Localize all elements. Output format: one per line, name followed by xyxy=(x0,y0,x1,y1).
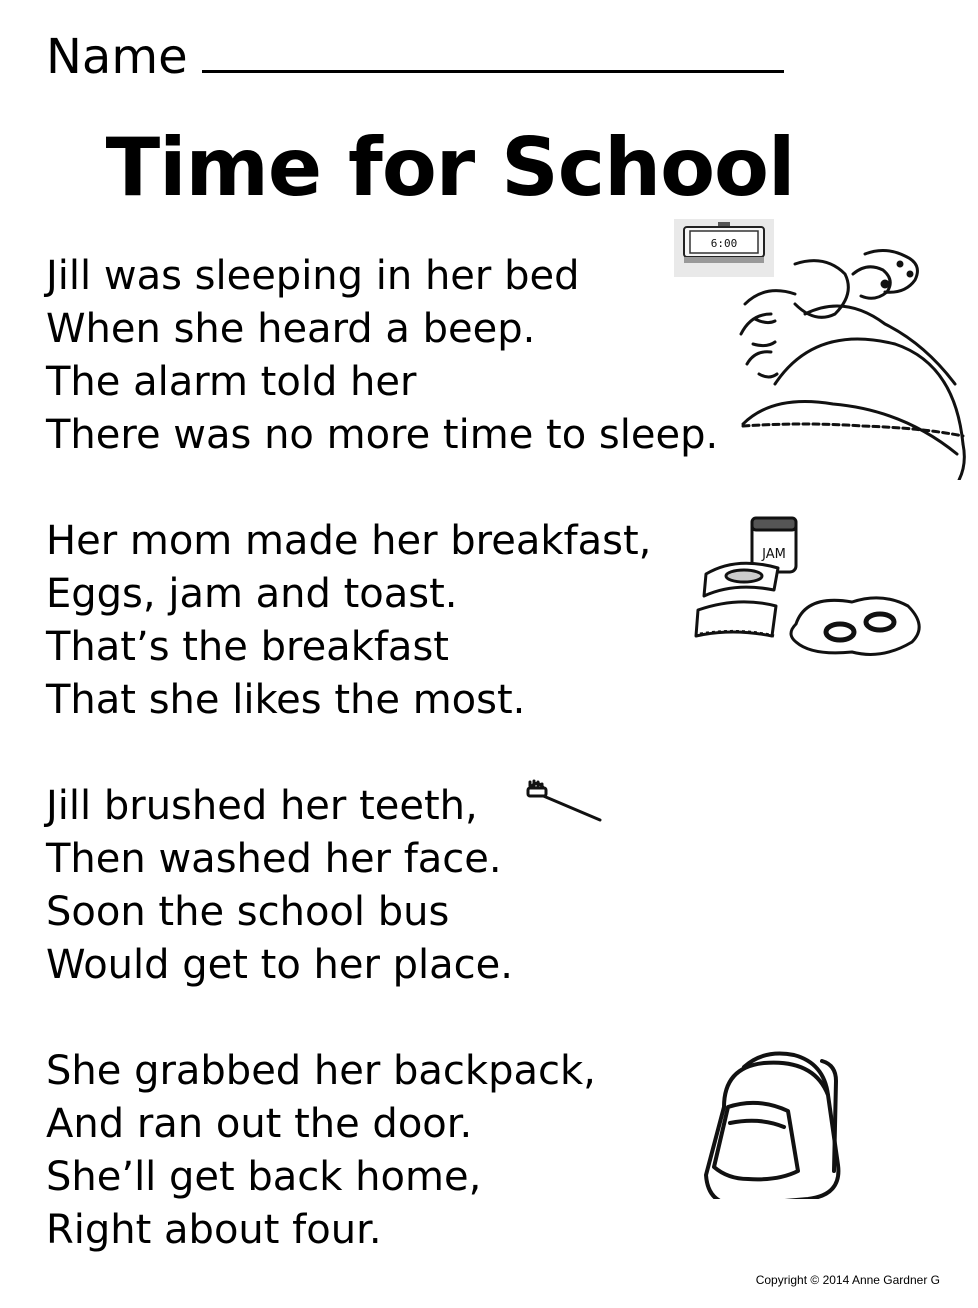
breakfast-icon xyxy=(692,514,936,660)
name-write-line[interactable] xyxy=(202,26,784,73)
jam-label: JAM xyxy=(762,547,786,562)
name-field xyxy=(46,26,784,87)
poem-line: There was no more time to sleep. xyxy=(46,412,719,458)
poem-line: She’ll get back home, xyxy=(46,1154,482,1200)
poem-line: Eggs, jam and toast. xyxy=(46,571,458,617)
stanza-4 xyxy=(46,1045,596,1257)
poem-line: Would get to her place. xyxy=(46,942,513,988)
stanza-3 xyxy=(46,780,513,992)
poem-line: That’s the breakfast xyxy=(46,624,449,670)
page-title: Time for School xyxy=(105,121,795,214)
poem-line: That she likes the most. xyxy=(46,677,526,723)
name-label: Name xyxy=(46,29,188,85)
poem-line: Then washed her face. xyxy=(46,836,502,882)
sleeping-girl-icon xyxy=(735,244,967,480)
poem-line: And ran out the door. xyxy=(46,1101,473,1147)
toothbrush-icon xyxy=(524,778,604,826)
poem-line: She grabbed her backpack, xyxy=(46,1048,596,1094)
poem-line: Her mom made her breakfast, xyxy=(46,518,652,564)
stanza-2 xyxy=(46,515,651,727)
poem-line: When she heard a beep. xyxy=(46,306,536,352)
poem-line: The alarm told her xyxy=(46,359,417,405)
stanza-1 xyxy=(46,250,718,462)
poem-line: Jill brushed her teeth, xyxy=(46,783,478,829)
poem-line: Right about four. xyxy=(46,1207,382,1253)
poem-line: Jill was sleeping in her bed xyxy=(46,253,580,299)
backpack-icon xyxy=(704,1047,844,1199)
clock-display: 6:00 xyxy=(710,237,738,250)
poem-line: Soon the school bus xyxy=(46,889,450,935)
copyright-notice: Copyright © 2014 Anne Gardner G xyxy=(755,1273,940,1287)
